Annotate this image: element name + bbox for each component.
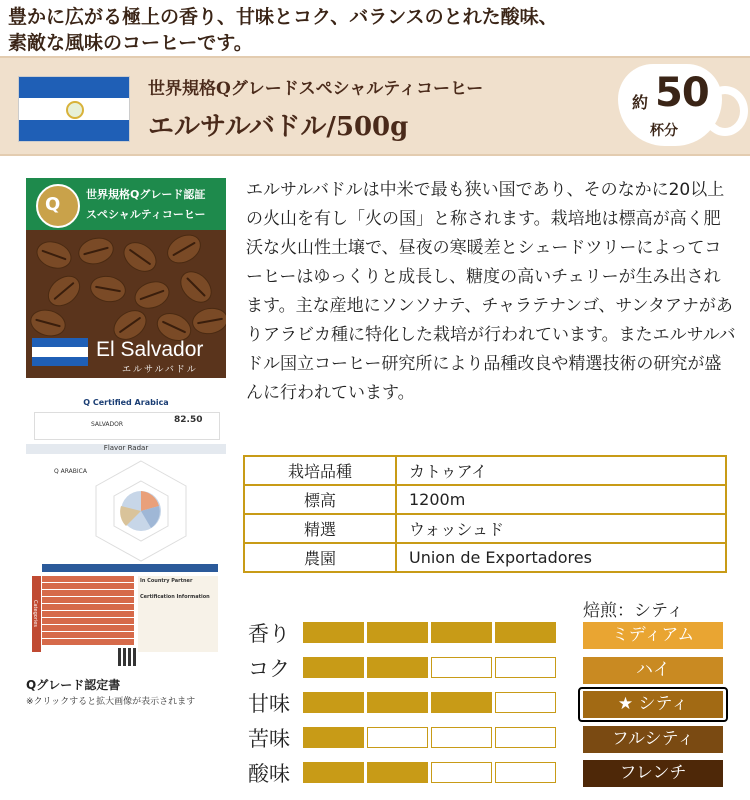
header-subtitle: 世界規格Qグレードスペシャルティコーヒー xyxy=(148,79,484,99)
flavor-bar xyxy=(303,762,559,783)
flavor-cell xyxy=(431,692,492,713)
flavor-cell xyxy=(431,622,492,643)
el-salvador-flag-icon xyxy=(18,76,130,142)
flavor-bar xyxy=(303,727,559,748)
cups-number: 50 xyxy=(655,70,709,116)
roast-level: ★ シティ xyxy=(583,691,723,718)
lead-line-1: 豊かに広がる極上の香り、甘味とコク、バランスのとれた酸味、 xyxy=(8,6,558,28)
cert-qa-label: Q ARABICA xyxy=(54,468,87,475)
image-flag-icon xyxy=(32,338,88,366)
flavor-label: 酸味 xyxy=(248,762,290,786)
flavor-cell xyxy=(367,727,428,748)
image-name-jp: エルサルバドル xyxy=(122,365,198,375)
cups-prefix: 約 xyxy=(632,93,649,112)
product-title: エルサルバドル/500g xyxy=(148,112,409,142)
flavor-bar xyxy=(303,692,559,713)
product-header xyxy=(0,56,750,156)
flavor-cell xyxy=(431,762,492,783)
flavor-label: 甘味 xyxy=(248,692,290,716)
flavor-cell xyxy=(303,657,364,678)
flavor-label: コク xyxy=(248,657,290,681)
flavor-cell xyxy=(367,657,428,678)
flavor-cell xyxy=(495,692,556,713)
flavor-cell xyxy=(367,622,428,643)
flavor-bar xyxy=(303,657,559,678)
cert-categories-tab: Categories xyxy=(32,576,41,652)
cert-score: 82.50 xyxy=(174,415,203,425)
flavor-label: 香り xyxy=(248,622,290,646)
flavor-cell xyxy=(495,657,556,678)
flavor-cell xyxy=(367,762,428,783)
roast-heading: 焙煎：シティ xyxy=(583,601,684,621)
flavor-bar xyxy=(303,622,559,643)
q-grade-badge-icon: Q xyxy=(36,184,80,228)
cert-summary-bar xyxy=(42,564,218,572)
qr-code-icon xyxy=(118,648,136,666)
flavor-cell xyxy=(303,692,364,713)
table-row: 栽培品種 カトゥアイ xyxy=(244,456,726,485)
image-line-2: スペシャルティコーヒー xyxy=(86,208,206,221)
flavor-cell xyxy=(495,727,556,748)
roast-level: フルシティ xyxy=(583,726,723,753)
roast-level: フレンチ xyxy=(583,760,723,787)
cert-caption: Qグレード認定書 xyxy=(26,678,121,692)
cert-title: Q Certified Arabica xyxy=(83,398,169,407)
flavor-radar-chart xyxy=(86,456,196,566)
flavor-cell xyxy=(495,622,556,643)
cert-detail-table xyxy=(42,576,134,652)
flavor-cell xyxy=(303,727,364,748)
cert-country: SALVADOR xyxy=(91,421,124,428)
lead-line-2: 素敵な風味のコーヒーです。 xyxy=(8,32,253,54)
table-row: 標高 1200m xyxy=(244,485,726,514)
cert-note: ※クリックすると拡大画像が表示されます xyxy=(26,697,196,707)
flavor-cell xyxy=(431,657,492,678)
product-description: エルサルバドルは中米で最も狭い国であり、そのなかに20以上の火山を有し「火の国」と称されます。栽培地は標高が高く肥沃な火山性土壌で、昼夜の寒暖差とシェードツリーによってコーヒーはゆっくりと成長し、糖度の高いチェリーが生み出されます。主な産地にソンソナテ、チャラテナンゴ、サンタアナがありアラビカ種に特化した栽培が行われています。またエルサルバドル国立コーヒー研究所により品種改良や精選技術の研究が盛んに行われています。 xyxy=(246,180,736,403)
cert-info-panel: In Country Partner Certification Information xyxy=(138,576,218,652)
roast-level: ハイ xyxy=(583,657,723,684)
flavor-cell xyxy=(431,727,492,748)
product-image xyxy=(26,178,226,378)
flavor-cell xyxy=(303,622,364,643)
roast-level: ミディアム xyxy=(583,622,723,649)
cert-radar-title: Flavor Radar xyxy=(26,444,226,454)
flavor-label: 苦味 xyxy=(248,727,290,751)
flavor-cell xyxy=(303,762,364,783)
q-certificate-thumbnail[interactable] xyxy=(26,398,226,668)
table-row: 農園 Union de Exportadores xyxy=(244,543,726,572)
flavor-cell xyxy=(367,692,428,713)
cups-suffix: 杯分 xyxy=(650,123,678,139)
image-name-en: El Salvador xyxy=(96,338,204,361)
spec-table xyxy=(243,455,727,573)
flavor-cell xyxy=(495,762,556,783)
table-row: 精選 ウォッシュド xyxy=(244,514,726,543)
lead-text xyxy=(8,4,748,56)
image-line-1: 世界規格Qグレード認証 xyxy=(86,188,206,201)
